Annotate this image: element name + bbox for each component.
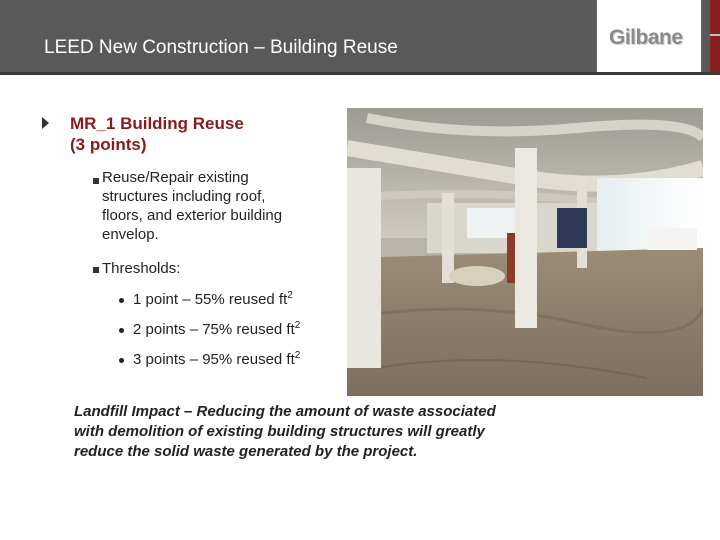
caption-line: reduce the solid waste generated by the project. xyxy=(74,443,418,460)
threshold-text: 1 point – 55% reused ft xyxy=(133,291,288,308)
section-heading xyxy=(70,113,330,155)
gilbane-logo xyxy=(596,0,702,72)
construction-photo xyxy=(347,108,703,396)
heading-line-1: MR_1 Building Reuse xyxy=(70,114,244,133)
landfill-impact-caption xyxy=(74,402,594,462)
threshold-sup: 2 xyxy=(294,320,301,331)
threshold-text: 3 points – 95% reused ft xyxy=(133,351,295,368)
threshold-item xyxy=(133,290,293,309)
square-bullet-icon xyxy=(93,178,99,184)
threshold-sup: 2 xyxy=(287,290,293,301)
bullet-reuse xyxy=(102,168,342,244)
threshold-item xyxy=(133,350,300,369)
threshold-text: 2 points – 75% reused ft xyxy=(133,321,295,338)
threshold-item xyxy=(133,320,300,339)
heading-line-2: (3 points) xyxy=(70,135,147,154)
round-bullet-icon xyxy=(119,328,124,333)
round-bullet-icon xyxy=(119,298,124,303)
bullet-reuse-line: Reuse/Repair existing xyxy=(102,169,249,186)
photo-illustration xyxy=(347,108,703,396)
logo-text: Gilbane xyxy=(609,26,683,49)
header-rule xyxy=(0,72,720,75)
slide-title: LEED New Construction – Building Reuse xyxy=(44,37,398,58)
caption-line: with demolition of existing building structures will greatly xyxy=(74,423,485,440)
round-bullet-icon xyxy=(119,358,124,363)
arrow-bullet-icon xyxy=(42,117,49,129)
bullet-thresholds: Thresholds: xyxy=(102,260,181,277)
caption-line: Landfill Impact – Reducing the amount of waste associated xyxy=(74,403,496,420)
accent-bar xyxy=(710,0,720,72)
bullet-reuse-line: floors, and exterior building xyxy=(102,207,283,224)
square-bullet-icon xyxy=(93,267,99,273)
bullet-reuse-line: envelop. xyxy=(102,226,159,243)
threshold-sup: 2 xyxy=(294,350,301,361)
bullet-reuse-line: structures including roof, xyxy=(102,188,266,205)
